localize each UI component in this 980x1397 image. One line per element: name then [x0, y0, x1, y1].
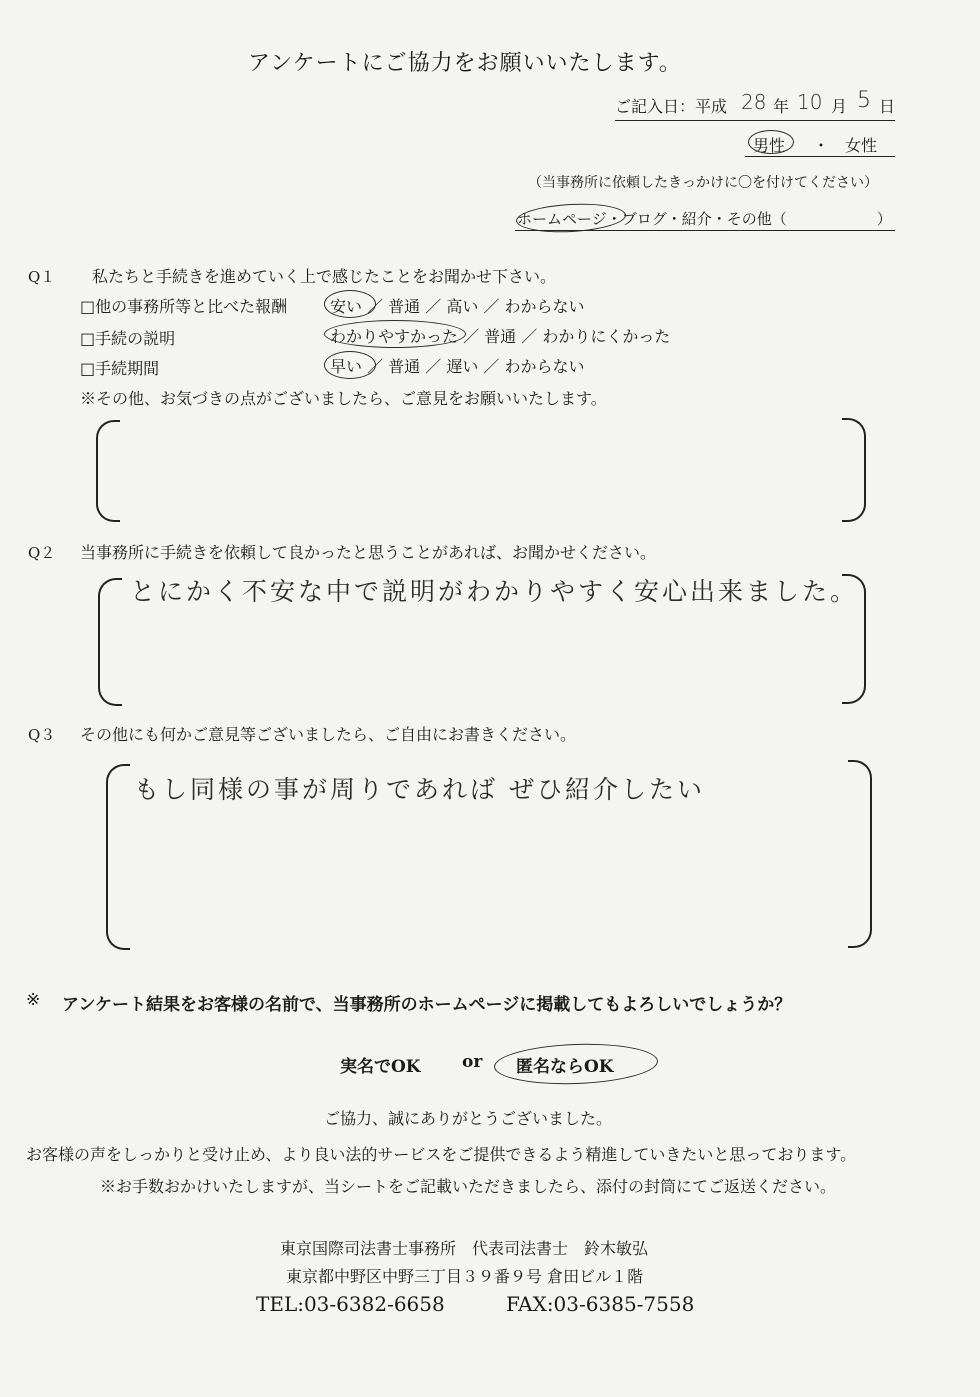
q1-row-fee-options: 安い ／ 普通 ／ 高い ／ わからない: [330, 297, 585, 316]
date-year-unit: 年: [773, 97, 790, 116]
date-day: 5: [857, 88, 871, 113]
gender-male: 男性: [753, 136, 786, 155]
q1-row-fee-label: □他の事務所等と比べた報酬: [80, 297, 288, 316]
q2-answer-bracket-left: [98, 578, 122, 706]
q1-question: 私たちと手続きを進めていく上で感じたことをお聞かせ下さい。: [92, 267, 557, 286]
q1-answer-bracket-left: [96, 420, 120, 522]
closing-line-3: ※お手数おかけいたしますが、当シートをご記載いただきましたら、添付の封筒にてご返送ください。: [100, 1177, 837, 1196]
closing-line-1: ご協力、誠にありがとうございました。: [324, 1109, 613, 1128]
q1-number: Q１: [28, 268, 56, 286]
publication-or: or: [462, 1052, 483, 1072]
q1-row-period-circle: [324, 351, 376, 379]
office-tel: TEL:03-6382-6658: [256, 1292, 445, 1316]
closing-line-2: お客様の声をしっかりと受け止め、より良い法的サービスをご提供できるよう精進していきたいと思っております。: [26, 1145, 857, 1164]
office-address: 東京都中野区中野三丁目３９番９号 倉田ビル１階: [286, 1267, 644, 1286]
q3-answer: もし同様の事が周りであれば ぜひ紹介したい: [134, 775, 705, 804]
date-day-unit: 日: [879, 97, 896, 116]
publication-mark: ※: [26, 990, 41, 1010]
date-month: 10: [797, 90, 823, 114]
q1-row-explain-circle: [324, 320, 466, 348]
gender-female: 女性: [845, 136, 878, 155]
gender-selection-circle: [748, 130, 794, 154]
q2-question: 当事務所に手続きを依頼して良かったと思うことがあれば、お聞かせください。: [80, 543, 657, 562]
q2-number: Q２: [28, 544, 56, 562]
q1-note: ※その他、お気づきの点がございましたら、ご意見をお願いいたします。: [80, 389, 607, 408]
q3-answer-bracket-right: [848, 760, 872, 948]
q3-question: その他にも何かご意見等ございましたら、ご自由にお書きください。: [80, 725, 577, 744]
q2-answer: とにかく不安な中で説明がわかりやすく安心出来ました。: [130, 577, 859, 606]
gender-sep: ・: [813, 136, 830, 155]
q1-row-period-options: 早い ／ 普通 ／ 遅い ／ わからない: [330, 357, 585, 376]
q1-row-explain-label: □手続の説明: [80, 329, 176, 348]
office-fax: FAX:03-6385-7558: [506, 1292, 695, 1316]
q1-answer-bracket-right: [842, 418, 866, 522]
publication-selection-circle: [493, 1041, 658, 1087]
q1-row-period-label: □手続期間: [80, 359, 160, 378]
date-year: 28: [741, 90, 767, 114]
q1-row-explain-options: わかりやすかった ／ 普通 ／ わかりにくかった: [330, 327, 671, 346]
date-label: ご記入日：平成: [615, 97, 728, 116]
date-field: [615, 88, 896, 121]
publication-option-real: 実名でOK: [340, 1057, 421, 1077]
q3-number: Q３: [28, 726, 56, 744]
date-month-unit: 月: [831, 97, 848, 116]
page-title: アンケートにご協力をお願いいたします。: [248, 51, 682, 76]
publication-question: アンケート結果をお客様の名前で、当事務所のホームページに掲載してもよろしいでしょうか？: [62, 995, 792, 1015]
q1-row-fee-circle: [324, 290, 376, 318]
office-name: 東京国際司法書士事務所 代表司法書士 鈴木敏弘: [280, 1239, 649, 1258]
publication-option-anon: 匿名ならOK: [516, 1057, 614, 1077]
trigger-note: （当事務所に依頼したきっかけに〇を付けてください）: [528, 175, 878, 191]
q3-answer-bracket-left: [106, 764, 130, 950]
trigger-options: ホームページ・ブログ・紹介・その他（ ）: [517, 210, 892, 228]
